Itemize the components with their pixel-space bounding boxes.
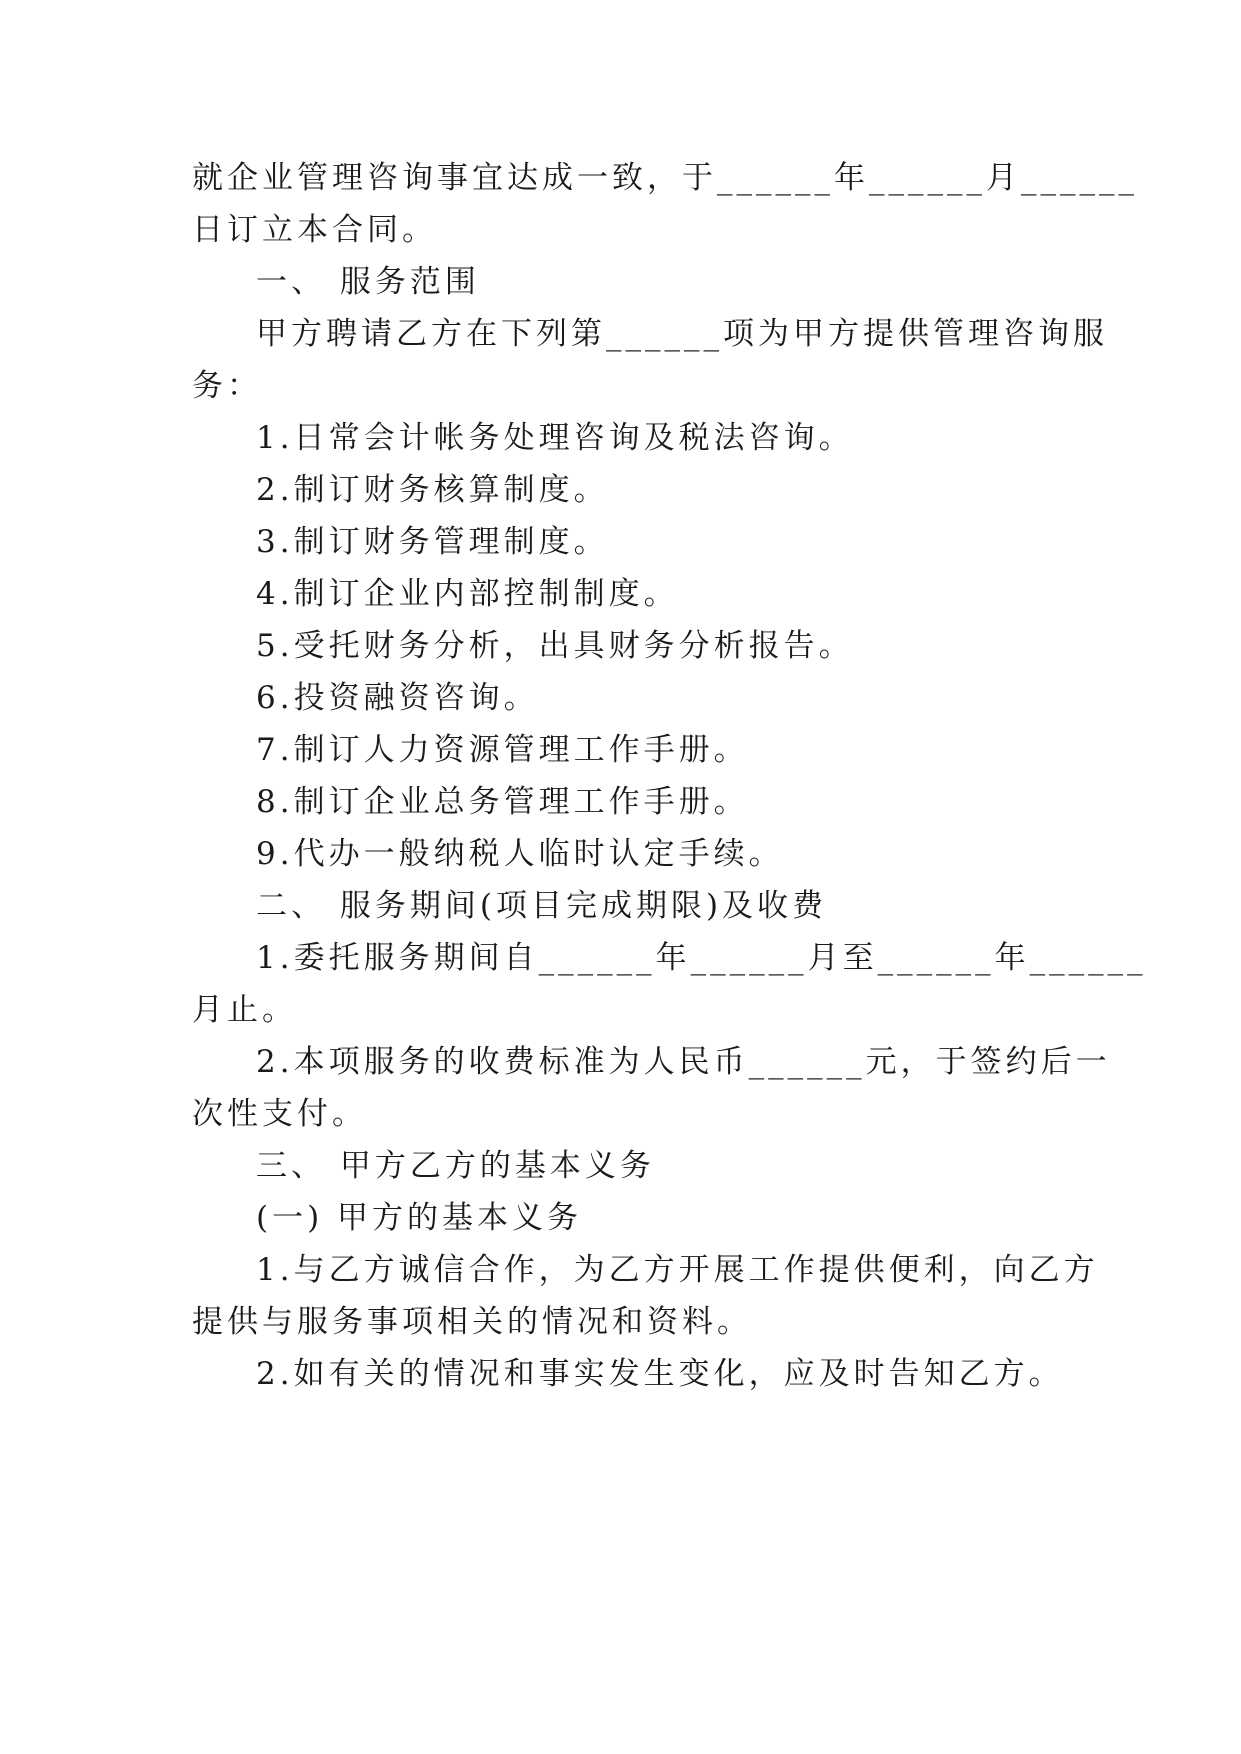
paragraph-line: 甲方聘请乙方在下列第______项为甲方提供管理咨询服	[256, 316, 1108, 352]
paragraph-line: 务：	[192, 368, 262, 404]
section-heading: 三、 甲方乙方的基本义务	[256, 1148, 655, 1184]
subsection-heading: (一) 甲方的基本义务	[256, 1200, 583, 1236]
list-item: 5.受托财务分析，出具财务分析报告。	[256, 628, 854, 664]
list-item: 1.日常会计帐务处理咨询及税法咨询。	[256, 420, 854, 456]
list-item: 7.制订人力资源管理工作手册。	[256, 732, 749, 768]
list-item: 2.制订财务核算制度。	[256, 472, 609, 508]
list-item: 3.制订财务管理制度。	[256, 524, 609, 560]
section-heading: 一、 服务范围	[256, 264, 480, 300]
paragraph-line: 月止。	[192, 992, 297, 1028]
list-item: 4.制订企业内部控制制度。	[256, 576, 679, 612]
list-item: 9.代办一般纳税人临时认定手续。	[256, 836, 784, 872]
paragraph-line: 2.如有关的情况和事实发生变化，应及时告知乙方。	[256, 1356, 1064, 1392]
list-item: 8.制订企业总务管理工作手册。	[256, 784, 749, 820]
section-heading: 二、 服务期间(项目完成期限)及收费	[256, 888, 828, 924]
paragraph-line: 日订立本合同。	[192, 212, 437, 248]
paragraph-line: 1.与乙方诚信合作，为乙方开展工作提供便利，向乙方	[256, 1252, 1099, 1288]
list-item: 6.投资融资咨询。	[256, 680, 539, 716]
paragraph-line: 提供与服务事项相关的情况和资料。	[192, 1304, 752, 1340]
paragraph-line: 2.本项服务的收费标准为人民币______元，于签约后一	[256, 1044, 1111, 1080]
paragraph-line: 次性支付。	[192, 1096, 367, 1132]
paragraph-line: 1.委托服务期间自______年______月至______年______	[256, 940, 1147, 976]
paragraph-line: 就企业管理咨询事宜达成一致，于______年______月______	[192, 160, 1138, 196]
